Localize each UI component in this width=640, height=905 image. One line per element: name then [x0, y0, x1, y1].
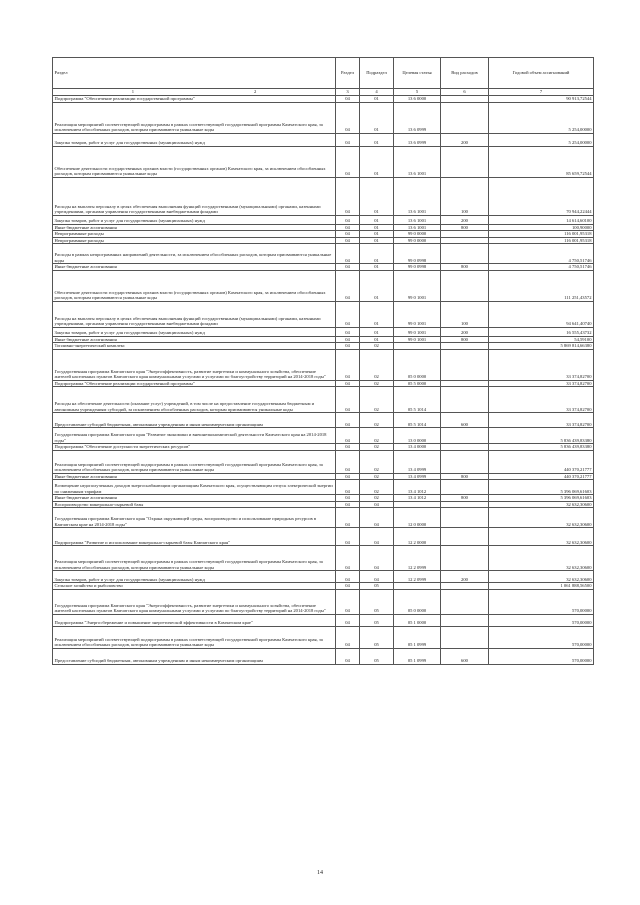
row-amount: 32 632,30600: [489, 501, 594, 508]
row-podrazdel: 02: [360, 495, 394, 502]
row-amount: 570,00000: [489, 589, 594, 614]
row-vid: 200: [441, 215, 489, 224]
row-razdel: 04: [336, 264, 360, 271]
table-row: [53, 589, 594, 614]
row-amount: 32 632,30600: [489, 546, 594, 571]
row-podrazdel: 05: [360, 589, 394, 614]
row-razdel: 04: [336, 96, 360, 103]
row-podrazdel: 01: [360, 301, 394, 327]
row-vid: 100: [441, 177, 489, 215]
budget-table: [52, 57, 594, 665]
row-name: Государственная программа Камчатского края "Развитие экономики и внешнеэкономической деятельности Камчатского края на 2014-2018 годы": [53, 428, 336, 444]
row-vid: 100: [441, 301, 489, 327]
row-vid: 200: [441, 571, 489, 583]
row-vid: [441, 244, 489, 264]
row-name: Расходы в рамках непрограммных направлений деятельности, за исключением обособленных расходов, которым присваиваются уникальные коды: [53, 244, 336, 264]
table-row: [53, 508, 594, 528]
row-vid: [441, 508, 489, 528]
table-row: [53, 450, 594, 473]
row-article: 13 0 0000: [394, 428, 441, 444]
row-name: Подпрограмма "Обеспечение реализации государственной программы": [53, 96, 336, 103]
row-podrazdel: 04: [360, 501, 394, 508]
row-article: 99 0 0998: [394, 244, 441, 264]
row-name: Закупка товаров, работ и услуг для государственных (муниципальных) нужд: [53, 133, 336, 146]
table-row: [53, 133, 594, 146]
row-vid: 600: [441, 413, 489, 428]
row-vid: [441, 528, 489, 546]
row-article: 13 4 0999: [394, 450, 441, 473]
row-podrazdel: 01: [360, 133, 394, 146]
row-amount: 70 944,22444: [489, 177, 594, 215]
row-name: Закупка товаров, работ и услуг для государственных (муниципальных) нужд: [53, 327, 336, 336]
table-row: [53, 270, 594, 301]
row-article: 13 6 1001: [394, 215, 441, 224]
row-amount: 4 750,51746: [489, 264, 594, 271]
row-podrazdel: 02: [360, 413, 394, 428]
row-vid: [441, 480, 489, 495]
row-razdel: 04: [336, 501, 360, 508]
row-name: Обеспечение деятельности государственных органов власти (государственных органов) Камчатского края, за исключением обособленных расходов, которым присваиваются уникальные коды: [53, 146, 336, 177]
table-row: [53, 349, 594, 380]
row-amount: 5 396 069,61603: [489, 480, 594, 495]
row-podrazdel: 01: [360, 96, 394, 103]
row-vid: [441, 450, 489, 473]
row-podrazdel: 04: [360, 571, 394, 583]
row-amount: 570,00000: [489, 626, 594, 648]
row-razdel: 04: [336, 231, 360, 238]
table-header-row: [53, 58, 594, 89]
row-article: 13 4 1012: [394, 495, 441, 502]
row-razdel: 04: [336, 177, 360, 215]
row-article: 05 5 1014: [394, 387, 441, 413]
row-podrazdel: 02: [360, 343, 394, 350]
row-amount: 5 254,00000: [489, 133, 594, 146]
table-body: [53, 96, 594, 665]
row-article: 13 4 0000: [394, 444, 441, 451]
row-vid: [441, 102, 489, 133]
row-podrazdel: 05: [360, 614, 394, 626]
row-podrazdel: 01: [360, 237, 394, 244]
row-vid: [441, 270, 489, 301]
row-amount: 5 254,00000: [489, 102, 594, 133]
row-razdel: 04: [336, 133, 360, 146]
row-article: 13 6 1001: [394, 224, 441, 231]
row-razdel: 04: [336, 473, 360, 480]
row-article: 12 2 0000: [394, 528, 441, 546]
column-number: 1 2: [53, 89, 336, 96]
row-name: Иные бюджетные ассигнования: [53, 264, 336, 271]
row-article: 12 0 0000: [394, 508, 441, 528]
row-name: Иные бюджетные ассигнования: [53, 224, 336, 231]
row-vid: [441, 387, 489, 413]
row-razdel: 04: [336, 571, 360, 583]
row-razdel: 04: [336, 215, 360, 224]
row-amount: 116 001,95318: [489, 237, 594, 244]
row-name: Закупка товаров, работ и услуг для государственных (муниципальных) нужд: [53, 215, 336, 224]
row-razdel: 04: [336, 244, 360, 264]
row-amount: 1 061 888,56500: [489, 583, 594, 590]
row-name: Непрограммные расходы: [53, 231, 336, 238]
row-podrazdel: 01: [360, 224, 394, 231]
row-amount: 5 836 439,83380: [489, 444, 594, 451]
row-article: 05 5 1014: [394, 413, 441, 428]
row-article: 12 2 0999: [394, 546, 441, 571]
row-podrazdel: 02: [360, 380, 394, 387]
row-article: 05 0 0000: [394, 349, 441, 380]
row-razdel: 04: [336, 224, 360, 231]
row-name: Воспроизводство минерально-сырьевой базы: [53, 501, 336, 508]
row-article: 99 0 1001: [394, 336, 441, 343]
table-row: [53, 528, 594, 546]
row-razdel: 04: [336, 380, 360, 387]
row-podrazdel: 05: [360, 648, 394, 664]
row-razdel: 04: [336, 146, 360, 177]
row-razdel: 04: [336, 301, 360, 327]
row-name: Расходы на обеспечение деятельности (оказание услуг) учреждений, в том числе на предоставление государственным бюджетным и автономным учреждениям субсидий, за исключением обособленных расходов, которым присваиваются уникальные коды: [53, 387, 336, 413]
row-razdel: 04: [336, 343, 360, 350]
row-podrazdel: 02: [360, 444, 394, 451]
row-amount: 90 913,72544: [489, 96, 594, 103]
row-vid: [441, 349, 489, 380]
row-podrazdel: 01: [360, 270, 394, 301]
header-amount: Годовой объем ассигнований: [489, 58, 594, 89]
row-vid: 200: [441, 133, 489, 146]
row-amount: 100,90000: [489, 224, 594, 231]
row-name: Реализация мероприятий соответствующей подпрограммы в рамках соответствующей государственной программы Камчатского края, за исключением обособленных расходов, которым присваиваются уникальные коды: [53, 450, 336, 473]
row-podrazdel: 02: [360, 450, 394, 473]
row-amount: 440 370,21777: [489, 450, 594, 473]
table-row: [53, 614, 594, 626]
row-name: Расходы на выплаты персоналу в целях обеспечения выполнения функций государственными (муниципальными) органами, казенными учреждениями, органами управления государственными внебюджетными фондами: [53, 301, 336, 327]
row-article: 05 1 0999: [394, 626, 441, 648]
row-article: 05 1 0000: [394, 614, 441, 626]
row-name: Топливно-энергетический комплекс: [53, 343, 336, 350]
row-razdel: 04: [336, 336, 360, 343]
row-article: 13 6 0999: [394, 102, 441, 133]
page-number: 14: [317, 870, 323, 876]
row-podrazdel: 05: [360, 583, 394, 590]
row-razdel: 04: [336, 444, 360, 451]
header-name: Раздел: [53, 58, 336, 89]
row-name: Иные бюджетные ассигнования: [53, 495, 336, 502]
row-name: Предоставление субсидий бюджетным, автономным учреждениям и иным некоммерческим организациям: [53, 648, 336, 664]
row-name: Иные бюджетные ассигнования: [53, 336, 336, 343]
row-vid: [441, 626, 489, 648]
row-name: Реализация мероприятий соответствующей подпрограммы в рамках соответствующей государственной программы Камчатского края, за исключением обособленных расходов, которым присваиваются уникальные коды: [53, 546, 336, 571]
row-article: 99 0 1001: [394, 270, 441, 301]
row-article: 13 6 0000: [394, 96, 441, 103]
row-vid: 200: [441, 327, 489, 336]
row-razdel: 04: [336, 102, 360, 133]
column-number-row: [53, 89, 594, 96]
row-razdel: 04: [336, 450, 360, 473]
row-amount: 32 632,30600: [489, 508, 594, 528]
row-vid: [441, 546, 489, 571]
row-article: 12 2 0999: [394, 571, 441, 583]
row-amount: 85 659,72544: [489, 146, 594, 177]
header-vid: Вид расходов: [441, 58, 489, 89]
row-razdel: 04: [336, 428, 360, 444]
table-row: [53, 215, 594, 224]
row-name: Подпрограмма "Энергосбережение и повышение энергетической эффективности в Камчатском крае": [53, 614, 336, 626]
row-podrazdel: 01: [360, 244, 394, 264]
row-name: Предоставление субсидий бюджетным, автономным учреждениям и иным некоммерческим организациям: [53, 413, 336, 428]
row-article: 99 0 1001: [394, 301, 441, 327]
row-razdel: 04: [336, 237, 360, 244]
row-amount: 570,00000: [489, 614, 594, 626]
row-podrazdel: 01: [360, 336, 394, 343]
row-name: Сельское хозяйство и рыболовство: [53, 583, 336, 590]
row-name: Подпрограмма "Развитие и использование минерально-сырьевой базы Камчатского края": [53, 528, 336, 546]
row-name: Подпрограмма "Обеспечение реализации государственной программы": [53, 380, 336, 387]
row-razdel: 04: [336, 589, 360, 614]
table-row: [53, 146, 594, 177]
row-razdel: 04: [336, 495, 360, 502]
row-razdel: 04: [336, 270, 360, 301]
row-amount: 33 374,82700: [489, 387, 594, 413]
row-article: 13 4 0999: [394, 473, 441, 480]
table-row: [53, 244, 594, 264]
row-razdel: 04: [336, 349, 360, 380]
row-vid: [441, 589, 489, 614]
row-name: Государственная программа Камчатского края "Охрана окружающей среды, воспроизводство и использование природных ресурсов в Камчатском крае на 2014-2018 годы": [53, 508, 336, 528]
row-razdel: 04: [336, 413, 360, 428]
row-amount: 16 555,43732: [489, 327, 594, 336]
row-razdel: 04: [336, 583, 360, 590]
row-amount: 32 632,30600: [489, 571, 594, 583]
row-article: 13 6 1001: [394, 146, 441, 177]
row-podrazdel: 02: [360, 480, 394, 495]
row-razdel: 04: [336, 480, 360, 495]
row-amount: 570,00000: [489, 648, 594, 664]
column-number: 5: [394, 89, 441, 96]
row-razdel: 04: [336, 614, 360, 626]
table-row: [53, 648, 594, 664]
row-vid: 800: [441, 495, 489, 502]
row-amount: 111 251,43572: [489, 270, 594, 301]
row-podrazdel: 05: [360, 626, 394, 648]
row-article: 99 0 0000: [394, 231, 441, 238]
row-razdel: 04: [336, 546, 360, 571]
row-razdel: 04: [336, 327, 360, 336]
row-podrazdel: 01: [360, 177, 394, 215]
row-podrazdel: 02: [360, 387, 394, 413]
row-article: 05 0 0000: [394, 589, 441, 614]
table-row: [53, 177, 594, 215]
row-podrazdel: 04: [360, 528, 394, 546]
table-row: [53, 387, 594, 413]
header-article: Целевая статья: [394, 58, 441, 89]
row-amount: 4 750,51746: [489, 244, 594, 264]
table-row: [53, 102, 594, 133]
row-article: 13 6 1001: [394, 177, 441, 215]
row-amount: 5 836 439,83380: [489, 428, 594, 444]
row-vid: [441, 428, 489, 444]
row-razdel: 04: [336, 508, 360, 528]
header-razdel: Раздел: [336, 58, 360, 89]
row-podrazdel: 02: [360, 473, 394, 480]
row-amount: 32 632,30600: [489, 528, 594, 546]
row-name: Подпрограмма "Обеспечение доступности энергетических ресурсов": [53, 444, 336, 451]
row-podrazdel: 01: [360, 146, 394, 177]
row-podrazdel: 02: [360, 428, 394, 444]
row-amount: 440 370,21777: [489, 473, 594, 480]
column-number: 4: [360, 89, 394, 96]
row-vid: [441, 614, 489, 626]
row-vid: 800: [441, 473, 489, 480]
row-vid: 800: [441, 264, 489, 271]
row-razdel: 04: [336, 648, 360, 664]
row-name: Возмещение недополученных доходов энергоснабжающим организациям Камчатского края, осуществляющим отпуск электрической энергии по сниженным тарифам: [53, 480, 336, 495]
row-article: 05 5 0000: [394, 380, 441, 387]
header-podrazdel: Подраздел: [360, 58, 394, 89]
row-amount: 33 374,82700: [489, 413, 594, 428]
row-name: Закупка товаров, работ и услуг для государственных (муниципальных) нужд: [53, 571, 336, 583]
row-name: Государственная программа Камчатского края "Энергоэффективность, развитие энергетики и коммунального хозяйства, обеспечение жителей населенных пунктов Камчатского края коммунальными услугами и услугами по благоустройству территорий на 2014-2018 годы": [53, 589, 336, 614]
table-row: [53, 327, 594, 336]
table-row: [53, 480, 594, 495]
table-row: [53, 626, 594, 648]
row-article: 13 4 1012: [394, 480, 441, 495]
row-amount: 5 869 814,66380: [489, 343, 594, 350]
row-podrazdel: 04: [360, 546, 394, 571]
row-podrazdel: 01: [360, 231, 394, 238]
row-name: Расходы на выплаты персоналу в целях обеспечения выполнения функций государственными (муниципальными) органами, казенными учреждениями, органами управления государственными внебюджетными фондами: [53, 177, 336, 215]
row-amount: 14 614,60100: [489, 215, 594, 224]
row-podrazdel: 01: [360, 102, 394, 133]
table-row: [53, 428, 594, 444]
row-vid: 600: [441, 648, 489, 664]
row-podrazdel: 01: [360, 264, 394, 271]
row-name: Непрограммные расходы: [53, 237, 336, 244]
row-amount: 54,59100: [489, 336, 594, 343]
row-name: Реализация мероприятий соответствующей подпрограммы в рамках соответствующей государственной программы Камчатского края, за исключением обособленных расходов, которым присваиваются уникальные коды: [53, 626, 336, 648]
column-number: 3: [336, 89, 360, 96]
column-number: 7: [489, 89, 594, 96]
row-article: 13 6 0999: [394, 133, 441, 146]
row-amount: 33 374,82700: [489, 380, 594, 387]
row-name: Иные бюджетные ассигнования: [53, 473, 336, 480]
row-vid: [441, 146, 489, 177]
table-row: [53, 571, 594, 583]
row-amount: 116 001,95318: [489, 231, 594, 238]
row-name: Реализация мероприятий соответствующей подпрограммы в рамках соответствующей государственной программы Камчатского края, за исключением обособленных расходов, которым присваиваются уникальные коды: [53, 102, 336, 133]
row-article: 05 1 0999: [394, 648, 441, 664]
row-razdel: 04: [336, 387, 360, 413]
row-article: 99 0 0998: [394, 264, 441, 271]
row-razdel: 04: [336, 626, 360, 648]
row-amount: 5 396 069,61603: [489, 495, 594, 502]
row-podrazdel: 02: [360, 349, 394, 380]
row-name: Обеспечение деятельности государственных органов власти (государственных органов) Камчатского края, за исключением обособленных расходов, которым присваиваются уникальные коды: [53, 270, 336, 301]
row-podrazdel: 01: [360, 215, 394, 224]
row-vid: 800: [441, 336, 489, 343]
row-amount: 33 374,82700: [489, 349, 594, 380]
row-article: 99 0 1001: [394, 327, 441, 336]
table-row: [53, 546, 594, 571]
row-article: 99 0 0000: [394, 237, 441, 244]
column-number: 6: [441, 89, 489, 96]
table-row: [53, 413, 594, 428]
table-row: [53, 301, 594, 327]
row-razdel: 04: [336, 528, 360, 546]
row-podrazdel: 04: [360, 508, 394, 528]
row-amount: 94 641,40740: [489, 301, 594, 327]
row-vid: 800: [441, 224, 489, 231]
row-podrazdel: 01: [360, 327, 394, 336]
row-name: Государственная программа Камчатского края "Энергоэффективность, развитие энергетики и коммунального хозяйства, обеспечение жителей населенных пунктов Камчатского края коммунальными услугами и услугами по благоустройству территорий на 2014-2018 годы": [53, 349, 336, 380]
